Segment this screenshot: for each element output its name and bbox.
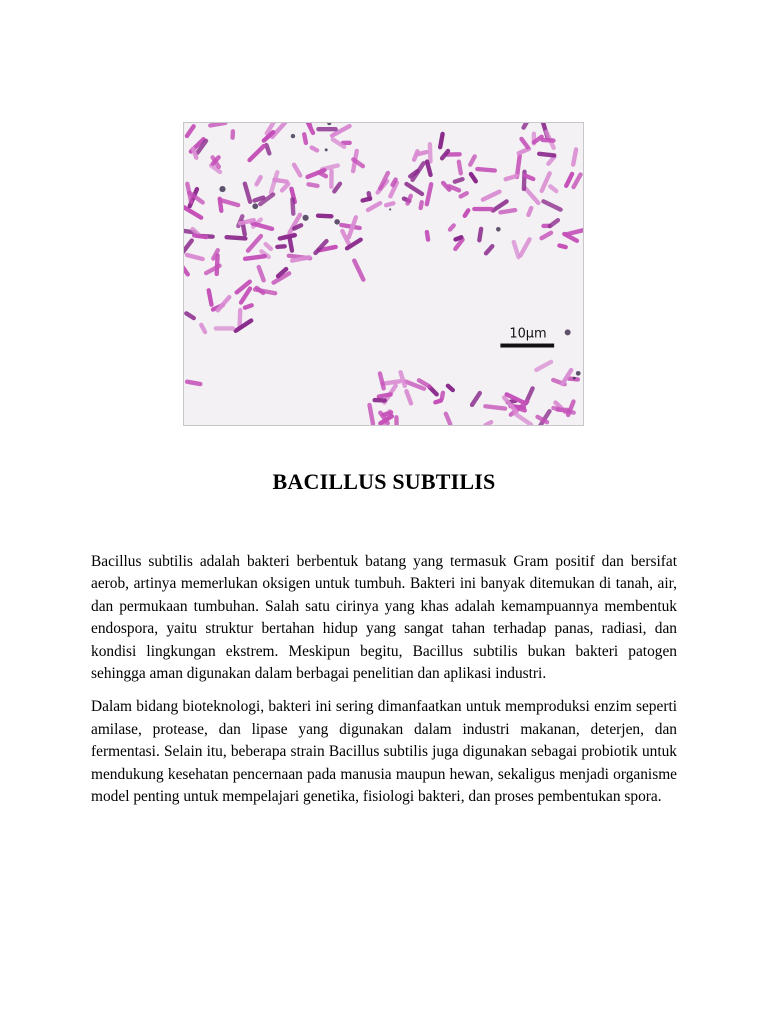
debris-speck (576, 371, 581, 376)
debris-speck (291, 134, 295, 138)
debris-speck (219, 186, 225, 192)
scale-bar (500, 327, 554, 348)
bacterium-rod (394, 415, 399, 425)
debris-speck (325, 148, 328, 151)
paragraph-1: Bacillus subtilis adalah bakteri berbentuk batang yang termasuk Gram positif dan bersifat aerob, artinya memerlukan oksigen untuk tumbuh. Bakteri ini banyak ditemukan di tanah, air, dan permukaan tumbuhan. Salah satu cirinya yang khas adalah kemampuannya membentuk endospora, yaitu struktur bertahan hidup yang sangat tahan terhadap panas, radiasi, dan kondisi lingkungan ekstrem. Meskipun begitu, Bacillus subtilis bukan bakteri patogen sehingga aman digunakan dalam berbagai penelitian dan aplikasi industri. (91, 553, 677, 683)
scale-bar-label: 10μm (509, 326, 547, 342)
micrograph-svg (184, 123, 583, 425)
debris-speck (252, 203, 258, 209)
debris-speck (303, 215, 309, 221)
debris-speck (573, 377, 576, 380)
micrograph-image (183, 122, 584, 426)
debris-speck (496, 227, 501, 232)
bacterium-rod (540, 138, 555, 143)
debris-speck (389, 208, 391, 210)
bacterium-rod (316, 213, 334, 218)
document-title: BACILLUS SUBTILIS (272, 469, 496, 494)
bacterium-rod (472, 207, 494, 211)
bacterium-rod (230, 129, 235, 140)
bacterium-rod (214, 326, 236, 330)
bacterium-rod (522, 169, 527, 191)
bacterium-rod (316, 127, 338, 131)
bacterium-rod (372, 398, 387, 403)
scale-bar-line (500, 344, 554, 348)
paragraph-2: Dalam bidang bioteknologi, bakteri ini sering dimanfaatkan untuk memproduksi enzim seperti amilase, protease, dan lipase yang digunakan dalam industri makanan, deterjen, dan fermentasi. Selain itu, beberapa strain Bacillus subtilis juga digunakan sebagai probiotik untuk mendukung kesehatan pencernaan pada manusia maupun hewan, sekaligus menjadi organisme model penting untuk mempelajari genetika, fisiologi bakteri, dan proses pembentukan spora. (91, 698, 677, 806)
bacterium-rod (329, 169, 334, 189)
debris-speck (334, 219, 340, 225)
document-body (91, 551, 677, 819)
debris-speck (565, 329, 571, 335)
